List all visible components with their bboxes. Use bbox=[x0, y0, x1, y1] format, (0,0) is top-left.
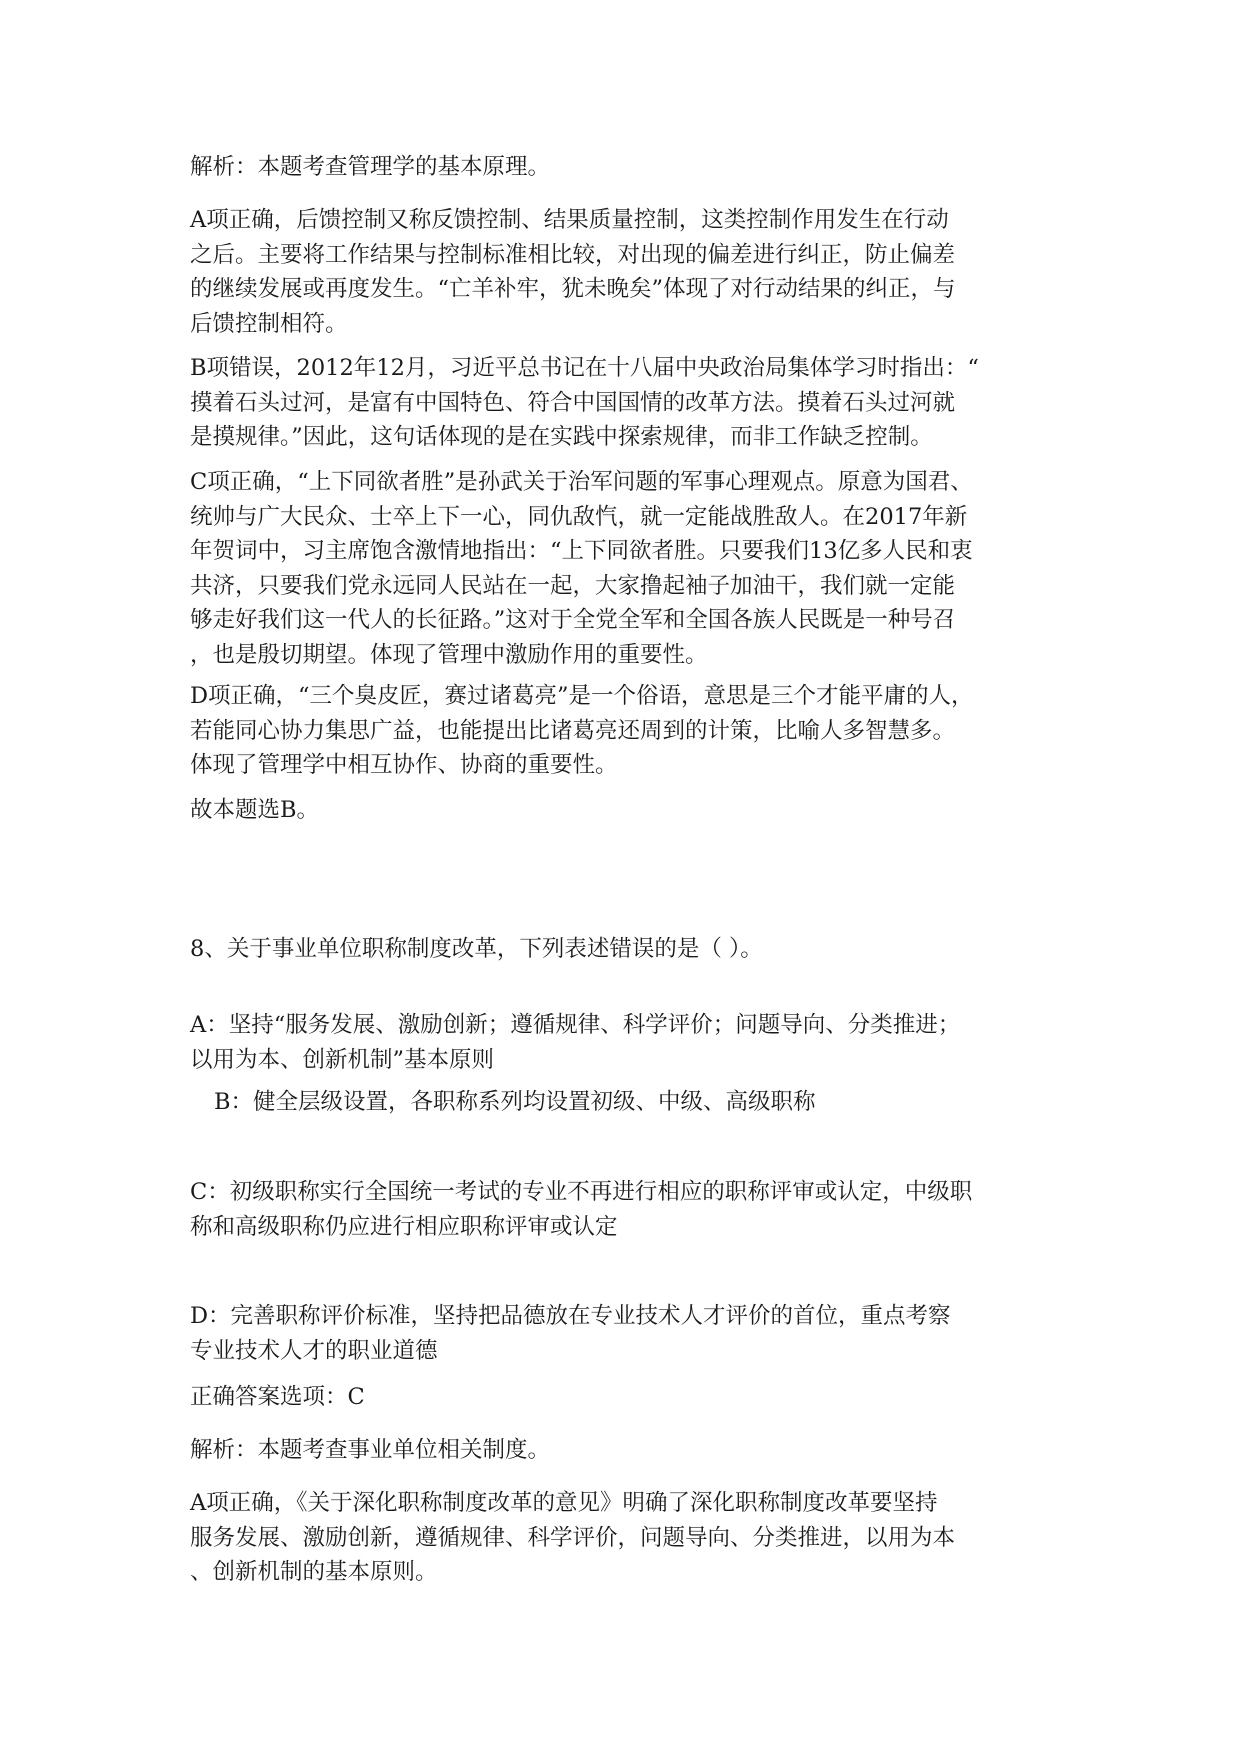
prev-analysis-option-a bbox=[190, 203, 956, 341]
text-line: 、创新机制的基本原则。 bbox=[190, 1559, 438, 1585]
text-line: B项错误，2012年12月，习近平总书记在十八届中央政治局集体学习时指出：“ bbox=[190, 355, 979, 381]
text-line: C项正确，“上下同欲者胜”是孙武关于治军问题的军事心理观点。原意为国君、 bbox=[190, 469, 973, 495]
text-line: 年贺词中，习主席饱含激情地指出：“上下同欲者胜。只要我们13亿多人民和衷 bbox=[190, 538, 973, 564]
question-option-a bbox=[190, 1008, 960, 1077]
text-line: A项正确，《关于深化职称制度改革的意见》明确了深化职称制度改革要坚持 bbox=[190, 1490, 938, 1516]
question-analysis-intro: 解析：本题考查事业单位相关制度。 bbox=[190, 1437, 551, 1463]
text-line: 称和高级职称仍应进行相应职称评审或认定 bbox=[190, 1213, 618, 1240]
text-line: ，也是殷切期望。体现了管理中激励作用的重要性。 bbox=[190, 641, 708, 668]
prev-analysis-conclusion: 故本题选B。 bbox=[190, 797, 320, 823]
question-stem: 8、关于事业单位职称制度改革，下列表述错误的是（ ）。 bbox=[190, 936, 763, 962]
text-line: 统帅与广大民众、士卒上下一心，同仇敌忾，就一定能战胜敌人。在2017年新 bbox=[190, 503, 968, 530]
prev-analysis-option-b bbox=[190, 351, 979, 455]
correct-answer: 正确答案选项：C bbox=[190, 1384, 365, 1410]
text-line: 专业技术人才的职业道德 bbox=[190, 1337, 438, 1364]
text-line: 若能同心协力集思广益，也能提出比诸葛亮还周到的计策，比喻人多智慧多。 bbox=[190, 717, 956, 744]
text-line: 是摸规律。”因此，这句话体现的是在实践中探索规律，而非工作缺乏控制。 bbox=[190, 424, 933, 450]
question-analysis-option-a bbox=[190, 1486, 955, 1590]
question-option-d bbox=[190, 1299, 951, 1368]
text-line: C：初级职称实行全国统一考试的专业不再进行相应的职称评审或认定，中级职 bbox=[190, 1179, 973, 1205]
text-line: 的继续发展或再度发生。“亡羊补牢，犹未晚矣”体现了对行动结果的纠正，与 bbox=[190, 276, 956, 302]
text-line: 共济，只要我们党永远同人民站在一起，大家撸起袖子加油干，我们就一定能 bbox=[190, 572, 956, 599]
text-line: D项正确，“三个臭皮匠，赛过诸葛亮”是一个俗语，意思是三个才能平庸的人， bbox=[190, 683, 974, 709]
text-line: 之后。主要将工作结果与控制标准相比较，对出现的偏差进行纠正，防止偏差 bbox=[190, 241, 956, 268]
prev-analysis-option-c bbox=[190, 465, 973, 672]
text-line: 以用为本、创新机制”基本原则 bbox=[190, 1046, 495, 1073]
prev-analysis-option-d bbox=[190, 679, 974, 783]
text-line: A项正确，后馈控制又称反馈控制、结果质量控制，这类控制作用发生在行动 bbox=[190, 207, 949, 233]
text-line: 后馈控制相符。 bbox=[190, 310, 348, 337]
text-line: 够走好我们这一代人的长征路。”这对于全党全军和全国各族人民既是一种号召 bbox=[190, 607, 956, 633]
text-line: A：坚持“服务发展、激励创新；遵循规律、科学评价；问题导向、分类推进； bbox=[190, 1012, 961, 1038]
text-line: 服务发展、激励创新，遵循规律、科学评价，问题导向、分类推进，以用为本 bbox=[190, 1524, 956, 1551]
text-line: D：完善职称评价标准，坚持把品德放在专业技术人才评价的首位，重点考察 bbox=[190, 1303, 951, 1329]
prev-analysis-intro: 解析：本题考查管理学的基本原理。 bbox=[190, 154, 551, 180]
text-line: 体现了管理学中相互协作、协商的重要性。 bbox=[190, 752, 618, 778]
question-option-c bbox=[190, 1175, 972, 1244]
text-line: 摸着石头过河，是富有中国特色、符合中国国情的改革方法。摸着石头过河就 bbox=[190, 389, 956, 416]
question-option-b: B：健全层级设置，各职称系列均设置初级、中级、高级职称 bbox=[214, 1089, 816, 1115]
